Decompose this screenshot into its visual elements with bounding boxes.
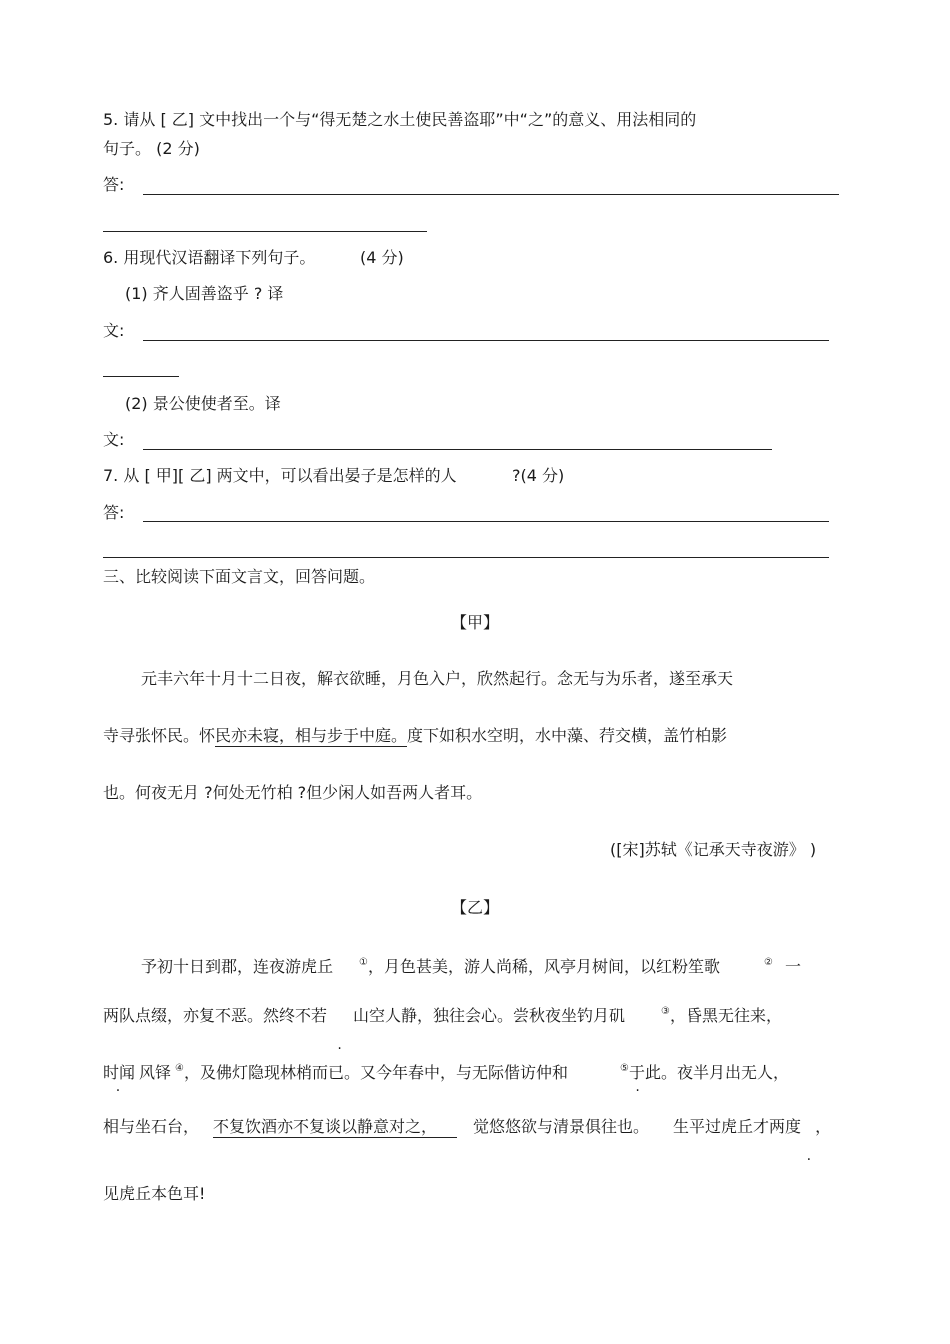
yi-line3-e: 此。夜半月出无人， xyxy=(645,1063,790,1082)
yi-line2-c: ，昏黑无往来， xyxy=(670,1006,783,1025)
yi-line1-c: 一 xyxy=(784,957,801,976)
q6-item1-answer-line-1[interactable] xyxy=(143,340,829,341)
q6-item2-label: 文: xyxy=(103,430,125,449)
yi-line3-a: 时闻 xyxy=(103,1063,136,1082)
q6-item1: (1) 齐人固善盗乎 ? 译 xyxy=(125,284,284,303)
yi-line3-c: ，及佛灯隐现林梢而已。又今年春中，与无际偕访仲和 xyxy=(184,1063,569,1082)
yi-line3-b: 风铎 xyxy=(139,1063,172,1082)
q7-answer-label: 答: xyxy=(103,503,125,522)
jia-line2 xyxy=(103,726,727,746)
q5-answer-label: 答: xyxy=(103,175,125,194)
jia-source: ([宋]苏轼《记承天寺夜游》 ) xyxy=(610,840,817,859)
note-marker-5: ⑤ xyxy=(620,1063,629,1074)
jia-line3: 也。何夜无月 ?何处无竹柏 ?但少闲人如吾两人者耳。 xyxy=(103,783,483,802)
note-marker-3: ③ xyxy=(661,1006,670,1017)
yi-underlined-sentence: 不复饮酒亦不复谈以静意对之， xyxy=(213,1117,457,1138)
yi-line2-a: 两队点缀，亦复不恶。然终不若 xyxy=(103,1006,328,1025)
yi-line4-d: ， xyxy=(815,1117,832,1136)
jia-heading: 【甲】 xyxy=(450,613,499,632)
q7-title: 7. 从 [ 甲][ 乙] 两文中，可以看出晏子是怎样的人 xyxy=(103,466,457,485)
q6-title: 6. 用现代汉语翻译下列句子。 xyxy=(103,248,316,267)
note-marker-4: ④ xyxy=(175,1063,184,1074)
yi-line3 xyxy=(103,1059,789,1083)
yi-line5: 见虎丘本色耳! xyxy=(103,1184,206,1203)
note-marker-1: ① xyxy=(359,957,368,968)
q5-text-line1: 5. 请从 [ 乙] 文中找出一个与“得无楚之水土使民善盗耶”中“之”的意义、用法相同的 xyxy=(103,110,697,129)
q6-item1-label: 文: xyxy=(103,321,125,340)
jia-line1: 元丰六年十月十二日夜，解衣欲睡，月色入户，欣然起行。念无与为乐者，遂至承天 xyxy=(141,669,734,688)
q6-item1-answer-line-2[interactable] xyxy=(103,376,179,377)
yi-line2 xyxy=(103,1002,782,1026)
yi-line1-b: ，月色甚美，游人尚稀，风亭月树间，以红粉笙歌 xyxy=(367,957,720,976)
yi-line4-b: 觉悠悠欲与清景俱往也。 xyxy=(473,1117,650,1136)
yi-line1 xyxy=(141,953,801,977)
yi-line2-b: 山空人静，独往会心。尝秋夜坐钓月矶 xyxy=(353,1006,626,1025)
q5-text-line2: 句子。 (2 分) xyxy=(103,139,200,158)
q5-answer-line-2[interactable] xyxy=(103,231,427,232)
jia-underlined-sentence: 民亦未寝，相与步于中庭。 xyxy=(215,726,408,745)
q7-points: ?(4 分) xyxy=(512,466,565,485)
section3-title: 三、比较阅读下面文言文，回答问题。 xyxy=(103,567,376,586)
jia-line2-end: 度下如积水空明，水中藻、荇交横，盖竹柏影 xyxy=(407,726,728,745)
q5-answer-line-1[interactable] xyxy=(143,194,839,195)
yi-line4-c: 生平过虎丘才两度 xyxy=(673,1117,802,1136)
q7-answer-line-2[interactable] xyxy=(103,557,829,558)
note-marker-2: ② xyxy=(764,957,773,968)
yi-line4 xyxy=(103,1117,831,1137)
yi-line1-a: 予初十日到郡，连夜游虎丘 xyxy=(141,957,334,976)
yi-line3-d: 于 xyxy=(628,1063,645,1082)
q6-item2-answer-line[interactable] xyxy=(143,449,772,450)
q6-item2: (2) 景公使使者至。译 xyxy=(125,394,281,413)
q6-points: (4 分) xyxy=(360,248,404,267)
yi-heading: 【乙】 xyxy=(450,898,499,917)
jia-line2-start: 寺寻张怀民。怀 xyxy=(103,726,216,745)
q7-answer-line-1[interactable] xyxy=(143,521,829,522)
yi-line4-a: 相与坐石台， xyxy=(103,1117,200,1136)
